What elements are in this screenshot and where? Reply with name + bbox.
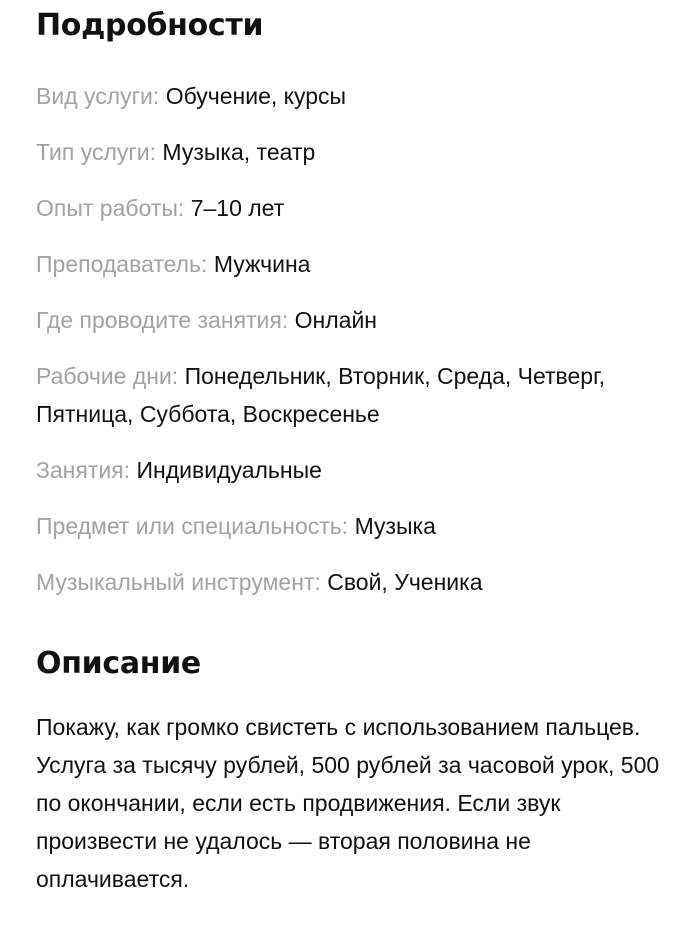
detail-row-experience [36, 189, 666, 227]
detail-value: Мужчина [213, 251, 311, 277]
detail-label: Преподаватель: [36, 251, 208, 277]
detail-row-location [36, 301, 666, 339]
description-section-title: Описание [36, 646, 201, 681]
detail-label: Где проводите занятия: [36, 307, 289, 333]
detail-value: Музыка, театр [162, 139, 316, 165]
detail-value: Онлайн [294, 307, 377, 333]
detail-row-working-days [36, 357, 666, 433]
detail-label: Вид услуги: [36, 83, 160, 109]
detail-value: Музыка [354, 513, 436, 539]
detail-value: Обучение, курсы [165, 83, 347, 109]
detail-row-service-type [36, 133, 666, 171]
detail-label: Предмет или специальность: [36, 513, 349, 539]
details-list [36, 77, 666, 619]
detail-label: Опыт работы: [36, 195, 185, 221]
details-section-title: Подробности [36, 8, 264, 43]
detail-row-subject [36, 507, 666, 545]
detail-row-teacher [36, 245, 666, 283]
detail-row-instrument [36, 563, 666, 601]
detail-label: Занятия: [36, 457, 131, 483]
detail-value: Индивидуальные [136, 457, 322, 483]
detail-label: Рабочие дни: [36, 363, 179, 389]
detail-row-lessons [36, 451, 666, 489]
detail-label: Музыкальный инструмент: [36, 569, 321, 595]
detail-row-service-kind [36, 77, 666, 115]
detail-value: Свой, Ученика [327, 569, 483, 595]
detail-label: Тип услуги: [36, 139, 157, 165]
description-text: Покажу, как громко свистеть с использованием пальцев. Услуга за тысячу рублей, 500 рублей за часовой урок, 500 по окончании, если есть продвижения. Если звук произвести не удалось — вторая половина не оплачивается. [36, 714, 660, 892]
detail-value: 7–10 лет [190, 195, 285, 221]
detail-value: Понедельник, Вторник, Среда, Четверг, Пятница, Суббота, Воскресенье [36, 363, 606, 427]
